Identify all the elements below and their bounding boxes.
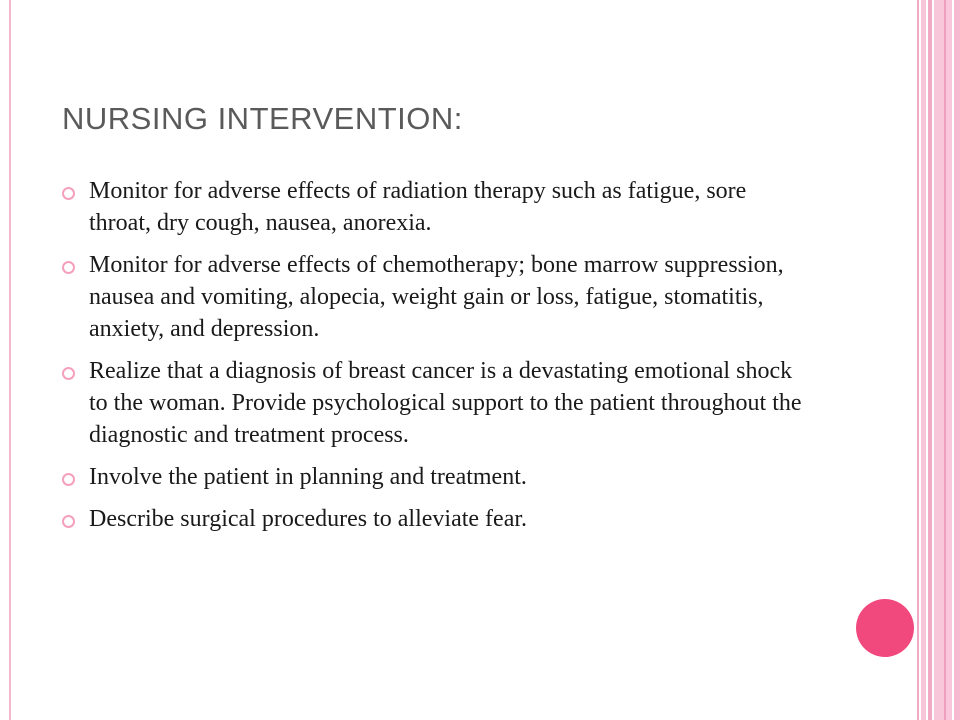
bullet-item (62, 503, 802, 535)
bullet-circle-icon (62, 367, 75, 380)
bullet-item (62, 461, 802, 493)
bullet-text: Describe surgical procedures to alleviate fear. (89, 506, 528, 532)
bullet-item (62, 249, 802, 345)
bullet-circle-icon (62, 473, 75, 486)
bullet-item (62, 355, 802, 451)
bullet-circle-icon (62, 187, 75, 200)
right-stripe (917, 0, 919, 720)
right-stripe (944, 0, 946, 720)
bullet-text: Realize that a diagnosis of breast cancer is a devastating emotional shock to the woman. Provide psychological support to the patient throughout the diagnostic and treatment process. (89, 358, 802, 448)
right-stripe (954, 0, 960, 720)
right-stripe (921, 0, 926, 720)
decorative-circle (856, 599, 914, 657)
bullet-text: Monitor for adverse effects of chemotherapy; bone marrow suppression, nausea and vomiting, alopecia, weight gain or loss, fatigue, stomatitis, anxiety, and depression. (89, 252, 784, 342)
bullet-text: Involve the patient in planning and treatment. (89, 464, 527, 490)
bullet-text: Monitor for adverse effects of radiation therapy such as fatigue, sore throat, dry cough, nausea, anorexia. (89, 178, 747, 236)
slide-title: NURSING INTERVENTION: (62, 101, 463, 136)
bullet-circle-icon (62, 261, 75, 274)
right-stripe (934, 0, 952, 720)
bullet-item (62, 175, 802, 239)
right-stripe (928, 0, 932, 720)
bullet-list (62, 175, 802, 545)
left-frame-line (9, 0, 11, 720)
bullet-circle-icon (62, 515, 75, 528)
